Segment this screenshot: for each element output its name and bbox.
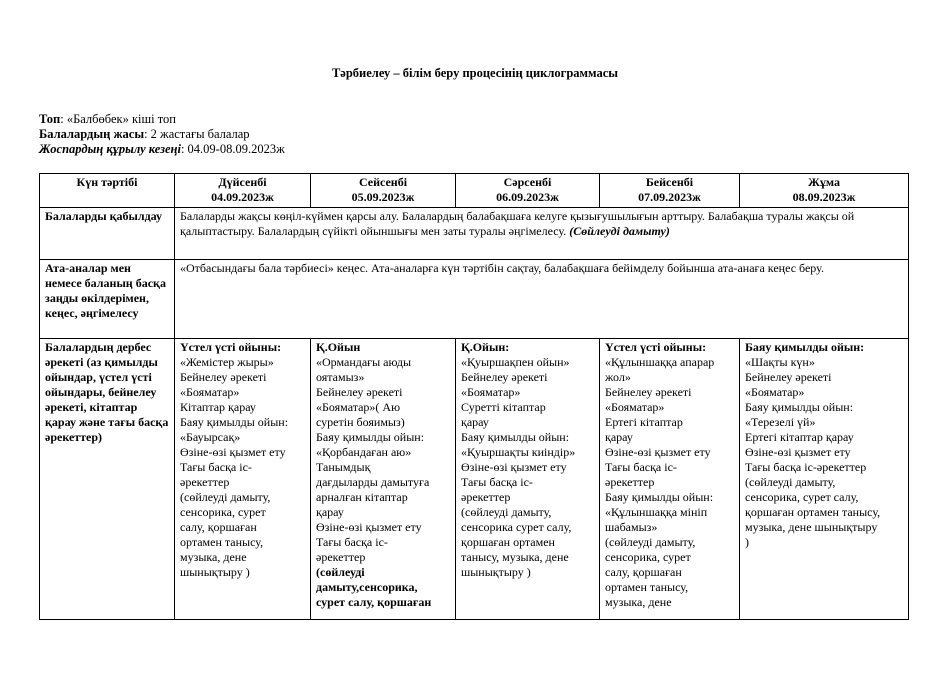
- activity-line: Өзіне-өзі қызмет ету: [605, 445, 711, 459]
- activity-line: оятамыз»: [316, 370, 365, 384]
- document-meta: [39, 112, 285, 157]
- row-reception-content: Балаларды жақсы көңіл-күймен қарсы алу. Балалардың балабақшаға келуге қызығушылығын арттыру. Балабақша туралы жақсы ой қалыптастыру. Балалардың сүйікті ойыншығы мен заты туралы әңгімелесу. (Сөйлеуді дамыту): [175, 208, 909, 260]
- activity-line: әрекеттер: [605, 475, 655, 489]
- meta-group-value: : «Балбөбек» кіші топ: [60, 112, 176, 126]
- activity-line: сенсорика, сурет: [605, 550, 691, 564]
- activity-line: Кітаптар қарау: [180, 400, 256, 414]
- activity-heading: Үстел үсті ойыны:: [605, 340, 707, 354]
- activity-line: «Бояматар»: [461, 385, 521, 399]
- row-activities: [40, 339, 909, 620]
- activity-heading: Қ.Ойын:: [461, 340, 510, 354]
- meta-age-label: Балалардың жасы: [39, 127, 145, 141]
- activity-line: Тағы басқа іс-әрекеттер: [745, 460, 867, 474]
- row-parents-head: Ата-аналар мен немесе баланың басқа заңды өкілдерімен, кеңес, әңгімелесу: [40, 260, 175, 339]
- activity-line: Танымдық: [316, 460, 371, 474]
- activity-line: Баяу қимылды ойын:: [745, 400, 854, 414]
- activity-line: дағдыларды дамытуға: [316, 475, 430, 489]
- activity-line: Баяу қимылды ойын:: [605, 490, 714, 504]
- activity-line: Баяу қимылды ойын:: [316, 430, 425, 444]
- activity-line: «Қорбандаған аю»: [316, 445, 412, 459]
- activity-line: әрекеттер: [180, 475, 230, 489]
- meta-period-value: : 04.09-08.09.2023ж: [180, 142, 285, 156]
- activity-line: (сөйлеуді дамыту,: [180, 490, 271, 504]
- activity-line-bold: дамыту,сенсорика,: [316, 580, 418, 594]
- row-parents: [40, 260, 909, 339]
- row-activities-head: Балалардың дербес әрекеті (аз қимылды ойындар, үстел үсті ойындары, бейнелеу әрекеті, кітаптар қарау және тағы басқа әрекеттер): [40, 339, 175, 620]
- activity-line: музыка, дене: [180, 550, 247, 564]
- activity-line: шынықтыру ): [180, 565, 250, 579]
- activity-line: Баяу қимылды ойын:: [461, 430, 570, 444]
- activity-heading: Үстел үсті ойыны:: [180, 340, 282, 354]
- activity-line: Ертегі кітаптар: [605, 415, 683, 429]
- activity-line: Бейнелеу әрекеті: [316, 385, 403, 399]
- meta-group-label: Топ: [39, 112, 61, 126]
- activity-line: қарау: [605, 430, 633, 444]
- activity-line: ): [745, 535, 749, 549]
- activity-line: «Бояматар»: [745, 385, 805, 399]
- cyclogram-table: [39, 173, 909, 620]
- activity-line: «Бояматар»: [605, 400, 665, 414]
- activity-line: ортамен танысу,: [605, 580, 689, 594]
- meta-period: [39, 142, 285, 157]
- meta-age: [39, 127, 285, 142]
- activity-heading: Қ.Ойын: [316, 340, 361, 354]
- day-header-thu: Бейсенбі 07.09.2023ж: [600, 174, 740, 208]
- activity-line: «Қуыршақты киіндір»: [461, 445, 576, 459]
- activity-line: «Бояматар»: [180, 385, 240, 399]
- activity-line: «Бояматар»( Аю: [316, 400, 401, 414]
- row-parents-content: «Отбасындағы бала тәрбиесі» кеңес. Ата-аналарға күн тәртібін сақтау, балабақшаға бейімделу бойынша ата-анаға кеңес беру.: [175, 260, 909, 339]
- header-row: [40, 174, 909, 208]
- activity-line: әрекеттер: [316, 550, 366, 564]
- activity-line: қарау: [461, 415, 489, 429]
- activity-line: Ертегі кітаптар қарау: [745, 430, 854, 444]
- activity-line: музыка, дене: [605, 595, 672, 609]
- activity-line: жол»: [605, 370, 631, 384]
- activity-line: Бейнелеу әрекеті: [605, 385, 692, 399]
- activity-line: Тағы басқа іс-: [461, 475, 533, 489]
- activity-line: қоршаған ортамен: [461, 535, 555, 549]
- activity-line-bold: (сөйлеуді: [316, 565, 365, 579]
- day-header-fri: Жұма 08.09.2023ж: [740, 174, 909, 208]
- activity-line: әрекеттер: [461, 490, 511, 504]
- activity-line: шабамыз»: [605, 520, 658, 534]
- activity-line: Бейнелеу әрекеті: [745, 370, 832, 384]
- activity-line: қоршаған ортамен танысу,: [745, 505, 881, 519]
- activity-line: (сөйлеуді дамыту,: [745, 475, 836, 489]
- activity-line: «Құлыншаққа мініп: [605, 505, 708, 519]
- activity-line: «Қуыршақпен ойын»: [461, 355, 570, 369]
- activity-line: «Жемістер жыры»: [180, 355, 274, 369]
- activity-line: суретін бояимыз): [316, 415, 405, 429]
- activity-heading: Баяу қимылды ойын:: [745, 340, 865, 354]
- activity-line: Өзіне-өзі қызмет ету: [316, 520, 422, 534]
- cell-mon: [175, 339, 311, 620]
- activity-line: «Шақты күн»: [745, 355, 815, 369]
- meta-age-value: : 2 жастағы балалар: [144, 127, 250, 141]
- day-header-tue: Сейсенбі 05.09.2023ж: [311, 174, 456, 208]
- activity-line: Суретті кітаптар: [461, 400, 546, 414]
- cell-thu: [600, 339, 740, 620]
- activity-line: Тағы басқа іс-: [180, 460, 252, 474]
- activity-line: (сөйлеуді дамыту,: [605, 535, 696, 549]
- activity-line: шынықтыру ): [461, 565, 531, 579]
- activity-line: арналған кітаптар: [316, 490, 408, 504]
- activity-line: «Құлыншаққа апарар: [605, 355, 715, 369]
- activity-line: Баяу қимылды ойын:: [180, 415, 289, 429]
- activity-line: Өзіне-өзі қызмет ету: [745, 445, 851, 459]
- document-title: Тәрбиелеу – білім беру процесінің циклограммасы: [331, 66, 619, 80]
- activity-line: сенсорика сурет салу,: [461, 520, 572, 534]
- activity-line: (сөйлеуді дамыту,: [461, 505, 552, 519]
- row-reception-head: Балаларды қабылдау: [40, 208, 175, 260]
- activity-line: Бейнелеу әрекеті: [461, 370, 548, 384]
- activity-line: Өзіне-өзі қызмет ету: [461, 460, 567, 474]
- activity-line: Өзіне-өзі қызмет ету: [180, 445, 286, 459]
- cell-fri: [740, 339, 909, 620]
- day-header-mon: Дүйсенбі 04.09.2023ж: [175, 174, 311, 208]
- activity-line: Тағы басқа іс-: [316, 535, 388, 549]
- activity-line: қарау: [316, 505, 344, 519]
- cell-wed: [456, 339, 600, 620]
- row-reception: [40, 208, 909, 260]
- corner-header: Күн тәртібі: [40, 174, 175, 208]
- activity-line: сенсорика, сурет: [180, 505, 266, 519]
- activity-line: салу, қоршаған: [605, 565, 682, 579]
- activity-line: ортамен танысу,: [180, 535, 264, 549]
- day-header-wed: Сәрсенбі 06.09.2023ж: [456, 174, 600, 208]
- meta-period-label: Жоспардың құрылу кезеңі: [39, 142, 181, 156]
- activity-line: танысу, музыка, дене: [461, 550, 569, 564]
- activity-line: сенсорика, сурет салу,: [745, 490, 859, 504]
- meta-group: [39, 112, 285, 127]
- cell-tue: [311, 339, 456, 620]
- activity-line: «Ормандағы аюды: [316, 355, 412, 369]
- activity-line: Бейнелеу әрекеті: [180, 370, 267, 384]
- activity-line: Тағы басқа іс-: [605, 460, 677, 474]
- activity-line: салу, қоршаған: [180, 520, 257, 534]
- activity-line: «Бауырсақ»: [180, 430, 241, 444]
- activity-line: музыка, дене шынықтыру: [745, 520, 878, 534]
- activity-line-bold: сурет салу, қоршаған: [316, 595, 432, 609]
- activity-line: «Терезелі үй»: [745, 415, 816, 429]
